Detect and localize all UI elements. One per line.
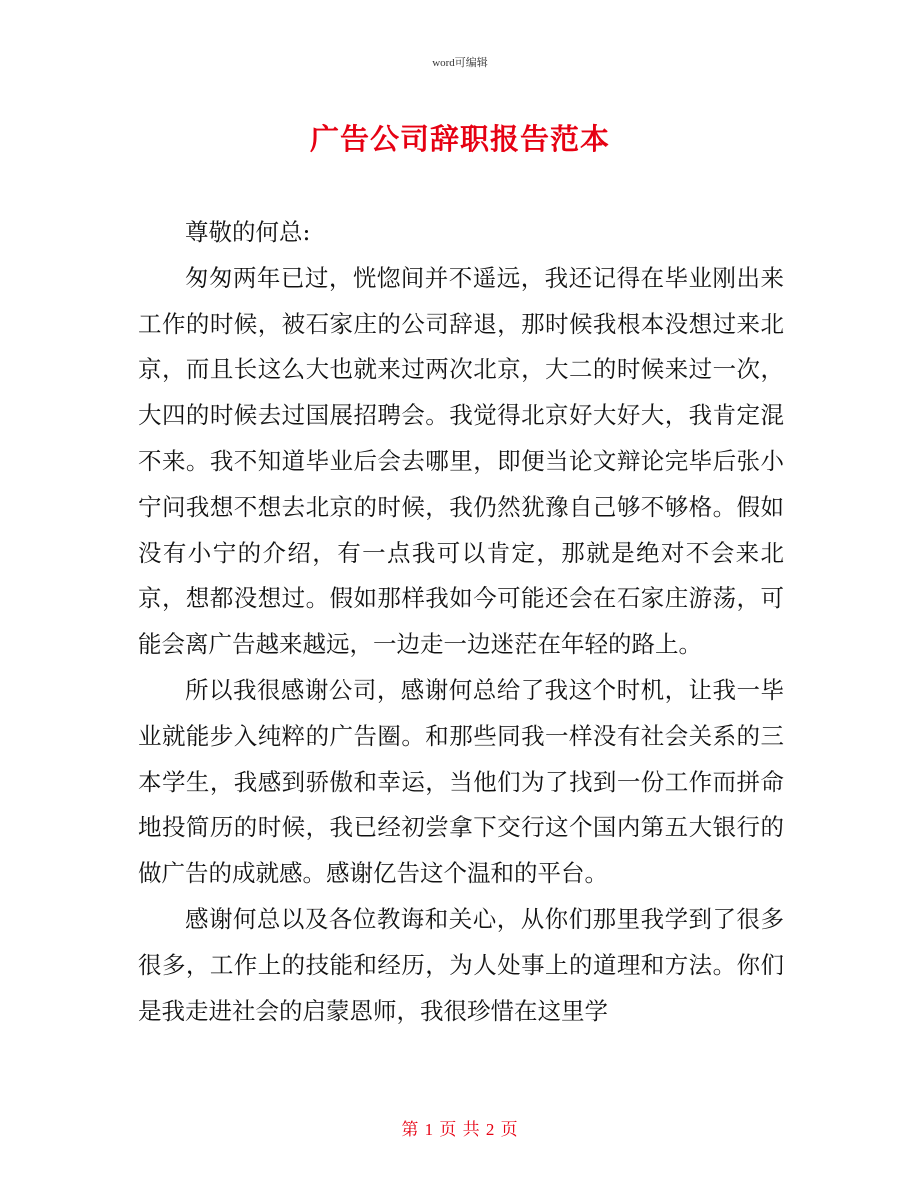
body-paragraph: 匆匆两年已过，恍惚间并不遥远，我还记得在毕业刚出来工作的时候，被石家庄的公司辞退，那时候我根本没想过来北京，而且长这么大也就来过两次北京，大二的时候来过一次，大四的时候去过国展招聘会。我觉得北京好大好大，我肯定混不来。我不知道毕业后会去哪里，即便当论文辩论完毕后张小宁问我想不想去北京的时候，我仍然犹豫自己够不够格。假如没有小宁的介绍，有一点我可以肯定，那就是绝对不会来北京，想都没想过。假如那样我如今可能还会在石家庄游荡，可能会离广告越来越远，一边走一边迷茫在年轻的路上。 (138, 263, 784, 659)
document-body (138, 210, 784, 1034)
body-paragraph: 感谢何总以及各位教诲和关心，从你们那里我学到了很多很多，工作上的技能和经历，为人处事上的道理和方法。你们是我走进社会的启蒙恩师，我很珍惜在这里学 (138, 904, 784, 1025)
body-paragraph: 所以我很感谢公司，感谢何总给了我这个时机，让我一毕业就能步入纯粹的广告圈。和那些同我一样没有社会关系的三本学生，我感到骄傲和幸运，当他们为了找到一份工作而拼命地投简历的时候，我已经初尝拿下交行这个国内第五大银行的做广告的成就感。感谢亿告这个温和的平台。 (138, 675, 784, 888)
page-header: word可编辑 (432, 57, 488, 69)
page-number-footer: 第 1 页 共 2 页 (401, 1120, 519, 1139)
document-title: 广告公司辞职报告范本 (309, 122, 610, 156)
salutation: 尊敬的何总: (185, 218, 311, 246)
